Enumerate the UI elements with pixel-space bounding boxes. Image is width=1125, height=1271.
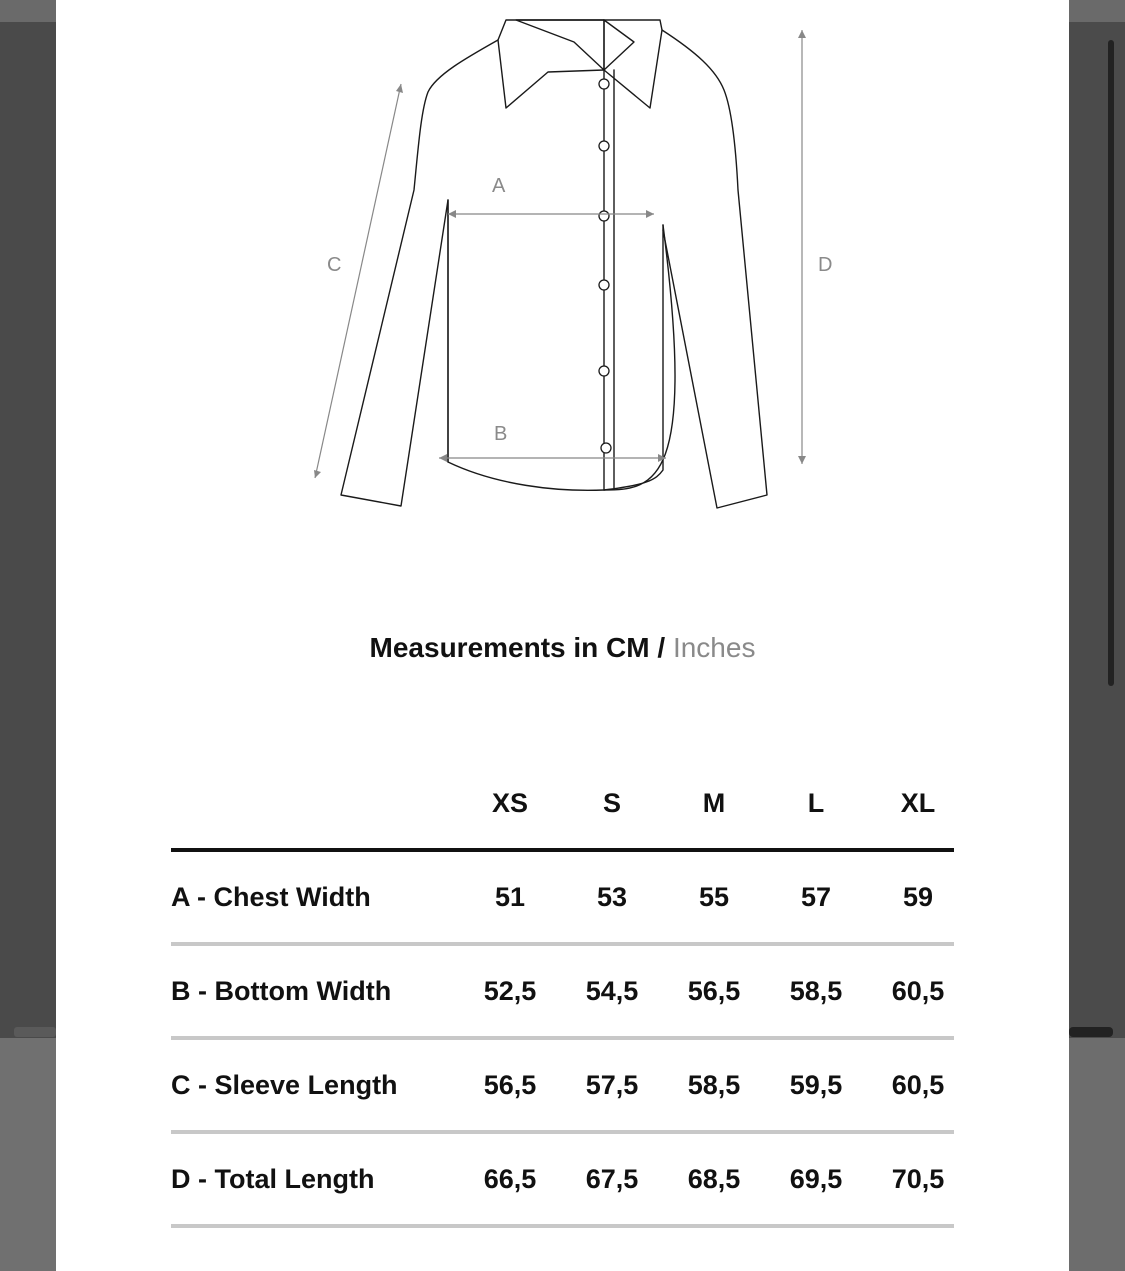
size-table (171, 780, 954, 1228)
size-header: XL (900, 788, 936, 818)
size-header: L (807, 788, 825, 818)
background-strip (1069, 0, 1125, 22)
arrow-icon (798, 456, 806, 464)
table-cell: 67,5 (585, 1164, 639, 1194)
table-row (171, 1134, 954, 1228)
size-guide-panel (56, 0, 1069, 1271)
background-bar (14, 1027, 56, 1037)
button (599, 79, 609, 89)
caption-inches-link[interactable]: Inches (672, 632, 756, 663)
button (599, 280, 609, 290)
table-cell: 51 (494, 882, 526, 912)
label-b: B (494, 423, 508, 445)
table-cell: 57 (800, 882, 832, 912)
shirt-body-left (341, 40, 675, 506)
table-cell: 59 (902, 882, 934, 912)
background-lower (1069, 1038, 1125, 1271)
shirt-diagram (56, 0, 1069, 600)
row-label: B - Bottom Width (171, 976, 392, 1006)
button (599, 366, 609, 376)
size-header: S (602, 788, 621, 818)
row-label: D - Total Length (171, 1164, 375, 1194)
collar-right (604, 20, 662, 108)
table-cell: 70,5 (891, 1164, 945, 1194)
table-cell: 58,5 (687, 1070, 741, 1100)
table-cell: 66,5 (483, 1164, 537, 1194)
table-cell: 54,5 (585, 976, 639, 1006)
label-d: D (818, 254, 833, 276)
background-left (0, 0, 56, 1271)
arrow-icon (448, 210, 456, 218)
table-row (171, 1040, 954, 1134)
table-cell: 57,5 (585, 1070, 639, 1100)
table-cell: 69,5 (789, 1164, 843, 1194)
size-header-row (171, 780, 954, 852)
arrow-icon (798, 30, 806, 38)
collar-left (516, 20, 604, 70)
measurements-caption (56, 632, 1069, 664)
arrow-icon (396, 84, 403, 93)
table-row (171, 852, 954, 946)
row-label: C - Sleeve Length (171, 1070, 398, 1100)
arrow-icon (314, 470, 321, 478)
table-cell: 60,5 (891, 1070, 945, 1100)
table-cell: 60,5 (891, 976, 945, 1006)
button (601, 443, 611, 453)
table-row (171, 946, 954, 1040)
table-cell: 52,5 (483, 976, 537, 1006)
label-a: A (492, 175, 506, 197)
size-header: M (702, 788, 726, 818)
arrow-icon (439, 454, 447, 462)
caption-cm: Measurements in CM / (369, 632, 666, 663)
table-cell: 53 (596, 882, 628, 912)
background-strip (0, 0, 56, 22)
collar-right-inner (604, 20, 634, 70)
table-cell: 68,5 (687, 1164, 741, 1194)
size-header: XS (491, 788, 529, 818)
table-cell: 56,5 (483, 1070, 537, 1100)
table-cell: 59,5 (789, 1070, 843, 1100)
table-cell: 55 (698, 882, 730, 912)
row-label: A - Chest Width (171, 882, 371, 912)
label-c: C (327, 254, 342, 276)
sleeve-length-line (315, 84, 401, 478)
background-right (1069, 0, 1125, 1271)
table-cell: 58,5 (789, 976, 843, 1006)
arrow-icon (646, 210, 654, 218)
button (599, 211, 609, 221)
background-bar (1069, 1027, 1113, 1037)
scrollbar-thumb[interactable] (1108, 40, 1114, 686)
button (599, 141, 609, 151)
shirt-body-right (662, 30, 767, 508)
background-lower (0, 1038, 56, 1271)
side-seam-right (604, 225, 663, 490)
table-cell: 56,5 (687, 976, 741, 1006)
